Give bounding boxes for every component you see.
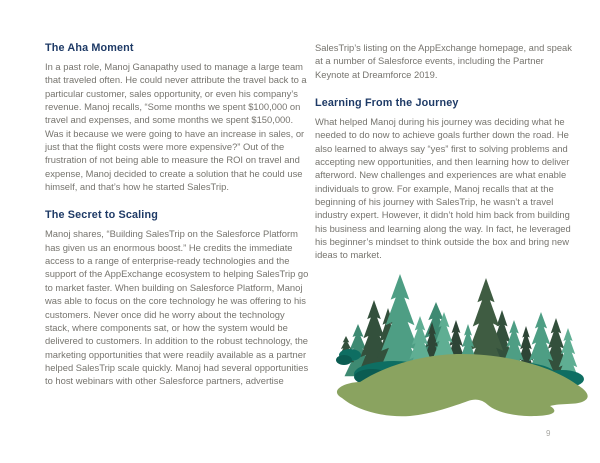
paragraph-secret-to-scaling: Manoj shares, “Building SalesTrip on the Salesforce Platform has given us an enormous boost.” He credits the immediate access to a range of enterprise-ready technologies and the support of the AppExchange ecosystem to helping SalesTrip go to market faster. When building on Salesforce Platform, Manoj was able to focus on the core technology he was offering to his customers. Never once did he worry about the technology stack, where components sat, or how the system would be delivered to customers. In addition to the robust technology, the marketing opportunities that were readily available as a partner helped SalesTrip scale quickly. Manoj had several opportunities to host webinars with other Salesforce partners, advertise xyxy=(45,228,309,387)
section-heading-learning-from-journey: Learning From the Journey xyxy=(315,97,459,110)
section-heading-secret-to-scaling: The Secret to Scaling xyxy=(45,209,158,222)
section-heading-aha-moment: The Aha Moment xyxy=(45,42,134,54)
paragraph-aha-moment: In a past role, Manoj Ganapathy used to manage a large team that traveled often. He could never attribute the travel back to a particular customer, sales opportunity, or even his company’s revenue. Manoj recalls, “Some months we spent $100,000 on travel and expenses, and some months we spent $150,000. Was it because we were going to have an increase in sales, or just that the flight costs were more expensive?” Out of the frustration of not being able to measure the ROI on travel and expense, Manoj decided to create a solution that he could use himself, and that’s how he started SalesTrip. xyxy=(45,61,307,193)
paragraph-learning-from-journey: What helped Manoj during his journey was deciding what he needed to do now to achieve goals further down the road. He also learned to always say “yes” first to solving problems and accepting new opportunities, and then learning how to deliver afterword. New challenges and experiences are what enable individuals to grow. For example, Manoj recalls that at the beginning of his journey with SalesTrip, he wasn’t a travel industry expert. However, it didn’t hold him back from building his business and learning along the way. In fact, he leveraged his beginner’s mindset to think outside the box and bring new ideas to market. xyxy=(315,116,571,261)
page-number: 9 xyxy=(546,429,551,438)
paragraph-continuation: SalesTrip’s listing on the AppExchange homepage, and speak at a number of Salesforce events, including the Partner Keynote at Dreamforce 2019. xyxy=(315,42,572,80)
right-column xyxy=(315,41,579,277)
forest-hill-illustration-icon xyxy=(336,262,594,426)
left-column xyxy=(45,41,309,403)
